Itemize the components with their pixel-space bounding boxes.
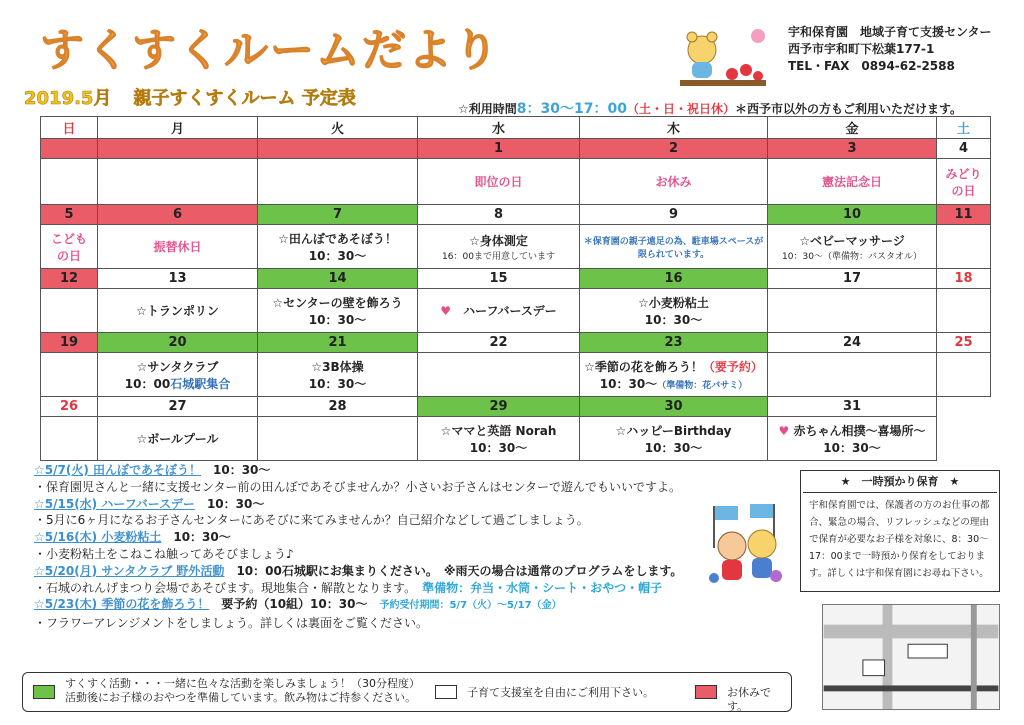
note-heading: ☆5/7(火) 田んぼであそぼう！ xyxy=(34,463,201,477)
date-cell: 12 xyxy=(41,269,98,289)
date-cell: 22 xyxy=(418,333,580,353)
event-time: 10：00 xyxy=(124,376,171,391)
note-value: 10：30～ xyxy=(161,530,231,545)
hours-closed-days: （土・日・祝日休） xyxy=(626,102,735,116)
week5-events xyxy=(41,417,991,461)
date-cell: 11 xyxy=(937,205,991,225)
date-cell: 19 xyxy=(41,333,98,353)
date-cell: 26 xyxy=(41,397,98,417)
note-item xyxy=(34,496,774,513)
event-title: ☆トランポリン xyxy=(136,304,219,318)
kids-flags-icon xyxy=(706,502,786,588)
event-cell xyxy=(937,289,991,333)
event-title: ☆小麦粉粘土 xyxy=(638,295,709,310)
date-cell: 29 xyxy=(418,397,580,417)
event-cell xyxy=(580,353,768,397)
event-time: 10：30～ xyxy=(823,440,881,455)
event-holiday-label: こども xyxy=(50,231,87,246)
event-cell xyxy=(258,289,418,333)
bear-mascot-icon xyxy=(672,24,772,88)
date-cell: 17 xyxy=(768,269,937,289)
event-title: 赤ちゃん相撲～喜場所～ xyxy=(793,423,926,438)
event-cell xyxy=(768,353,937,397)
date-cell: 30 xyxy=(580,397,768,417)
event-cell xyxy=(937,225,991,269)
week2-events xyxy=(41,225,991,269)
box-text: 宇和保育園では、保護者の方のお仕事の都合、緊急の場合、リフレッシュなどの理由で保育が必要なお子様を対象に、8：30～17：00まで一時預かり保育をしております。詳しくは宇和保育園にお尋ね下さい。 xyxy=(809,500,990,579)
hours-note: ＊西予市以外の方もご利用いただけます。 xyxy=(734,102,963,116)
event-cell xyxy=(768,417,937,461)
week1-dates xyxy=(41,139,991,159)
event-cell xyxy=(41,159,98,205)
date-cell xyxy=(98,139,258,159)
hours-label: ☆利用時間 xyxy=(458,102,517,116)
weekday-fri: 金 xyxy=(768,117,937,139)
date-cell: 6 xyxy=(98,205,258,225)
note-desc: ・小麦粉粘土をこねこね触ってあそびましょう♪ xyxy=(34,546,294,561)
week1-events xyxy=(41,159,991,205)
legend-green-swatch xyxy=(33,685,55,699)
note-desc: ・5月に6ヶ月になるお子さんセンターにあそびに来てみませんか？自己紹介などして過ごしましょう。 xyxy=(34,513,589,528)
event-title: ☆身体測定 xyxy=(469,233,528,248)
event-cell xyxy=(258,159,418,205)
week4-events xyxy=(41,353,991,397)
heart-icon: ♥ xyxy=(778,423,790,438)
page-title: すくすくルームだより xyxy=(40,25,500,76)
event-cell xyxy=(258,417,418,461)
event-title: ☆田んぼであそぼう！ xyxy=(278,231,397,246)
event-title: ☆サンタクラブ xyxy=(136,359,219,374)
date-cell: 20 xyxy=(98,333,258,353)
event-title: ☆ママと英語 Norah xyxy=(440,423,557,438)
event-title: ☆ボールプール xyxy=(136,432,219,446)
note-heading: ☆5/20(月) サンタクラブ 野外活動 xyxy=(34,563,225,578)
event-cell xyxy=(768,225,937,269)
note-value: 10：00石城駅にお集まりください。 ※雨天の場合は通常のプログラムをします。 xyxy=(224,563,683,578)
legend-red-swatch xyxy=(695,685,717,699)
event-cell xyxy=(98,225,258,269)
date-cell: 2 xyxy=(580,139,768,159)
event-time: 10：30～ xyxy=(469,440,528,455)
legend-open-text: 子育て支援室を自由にご利用下さい。 xyxy=(467,686,654,699)
date-cell: 18 xyxy=(937,269,991,289)
date-cell xyxy=(258,139,418,159)
org-address: 西予市宇和町下松葉177-1 xyxy=(788,42,935,56)
date-cell: 27 xyxy=(98,397,258,417)
opening-hours xyxy=(458,98,962,118)
legend-activity-text: すくすく活動・・・一緒に色々な活動を楽しみましょう！（30分程度） xyxy=(65,677,420,690)
note-period: 予約受付期間：5/7（火）～5/17（金） xyxy=(379,600,562,612)
note-item xyxy=(34,596,774,615)
event-time: 10：30～ xyxy=(308,312,367,327)
date-cell: 7 xyxy=(258,205,418,225)
event-title: ☆3B体操 xyxy=(311,359,364,374)
legend xyxy=(22,672,792,712)
date-cell xyxy=(41,139,98,159)
event-time: 10：30～ xyxy=(644,440,703,455)
date-cell: 8 xyxy=(418,205,580,225)
event-cell xyxy=(41,289,98,333)
box-title: ★ 一時預かり保育 ★ xyxy=(803,473,997,493)
event-closed-label: お休み xyxy=(655,175,692,189)
event-cell xyxy=(418,225,580,269)
event-cell xyxy=(768,289,937,333)
event-cell xyxy=(98,353,258,397)
note-value: 10：30～ xyxy=(201,463,271,477)
event-cell xyxy=(937,417,991,461)
weekday-tue: 火 xyxy=(258,117,418,139)
calendar-table xyxy=(40,116,991,461)
schedule-subtitle xyxy=(24,84,356,110)
event-note: 限られています。 xyxy=(637,249,710,260)
event-cell xyxy=(418,353,580,397)
event-cell xyxy=(41,353,98,397)
event-time: 10：30～（準備物：バスタオル） xyxy=(782,251,922,262)
event-time: 10：30～ xyxy=(644,312,703,327)
heart-icon: ♥ xyxy=(440,304,452,318)
event-cell xyxy=(258,353,418,397)
date-cell xyxy=(937,397,991,417)
note-heading: ☆5/16(木) 小麦粉粘土 xyxy=(34,530,162,545)
date-cell: 15 xyxy=(418,269,580,289)
weekday-mon: 月 xyxy=(98,117,258,139)
week5-dates xyxy=(41,397,991,417)
event-holiday-label: の日 xyxy=(56,248,81,263)
organization-info xyxy=(788,24,992,75)
note-extra: 準備物：弁当・水筒・シート・おやつ・帽子 xyxy=(422,580,663,595)
event-time: 10：30～ xyxy=(308,248,367,263)
date-cell: 25 xyxy=(937,333,991,353)
week4-dates xyxy=(41,333,991,353)
date-cell: 16 xyxy=(580,269,768,289)
note-value: 10：30～ xyxy=(194,496,265,511)
date-cell: 1 xyxy=(418,139,580,159)
legend-activity xyxy=(65,677,420,705)
event-note: ＊保育園の親子遠足の為、駐車場スペースが xyxy=(583,236,764,247)
date-cell: 5 xyxy=(41,205,98,225)
event-holiday-label: 即位の日 xyxy=(474,175,523,189)
weekday-header xyxy=(41,117,991,139)
date-cell: 10 xyxy=(768,205,937,225)
event-title: ☆季節の花を飾ろう！ xyxy=(584,359,703,374)
event-cell xyxy=(41,417,98,461)
subtitle-text: 親子すくすくルーム 予定表 xyxy=(133,88,356,109)
legend-closed-text: お休みです。 xyxy=(727,686,771,713)
event-cell xyxy=(580,159,768,205)
event-cell xyxy=(768,159,937,205)
event-title: ☆センターの壁を飾ろう xyxy=(272,295,403,310)
weekday-thu: 木 xyxy=(580,117,768,139)
location-map xyxy=(822,604,1000,710)
event-cell xyxy=(580,289,768,333)
note-item xyxy=(34,462,774,479)
event-holiday-label: 振替休日 xyxy=(153,240,202,254)
weekday-wed: 水 xyxy=(418,117,580,139)
weekday-sun: 日 xyxy=(41,117,98,139)
event-cell xyxy=(41,225,98,269)
date-cell: 21 xyxy=(258,333,418,353)
org-phone: TEL・FAX 0894-62-2588 xyxy=(788,59,955,73)
date-cell: 14 xyxy=(258,269,418,289)
date-cell: 4 xyxy=(937,139,991,159)
event-cell xyxy=(580,225,768,269)
week3-events xyxy=(41,289,991,333)
event-notes xyxy=(34,462,774,632)
event-holiday-label: の日 xyxy=(951,183,976,198)
note-desc: ・石城のれんげまつり会場であそびます。現地集合・解散となります。 xyxy=(34,580,411,595)
date-cell: 9 xyxy=(580,205,768,225)
note-heading: ☆5/15(水) ハーフバースデー xyxy=(34,496,195,511)
event-time: 10：30～ xyxy=(599,376,658,391)
note-value: 要予約（10組）10：30～ xyxy=(209,597,368,612)
date-cell: 3 xyxy=(768,139,937,159)
hours-time: 8：30～17：00 xyxy=(516,101,627,117)
date-cell: 24 xyxy=(768,333,937,353)
org-name: 宇和保育園 地域子育て支援センター xyxy=(788,25,992,39)
event-cell xyxy=(98,289,258,333)
week2-dates xyxy=(41,205,991,225)
event-holiday-label: みどり xyxy=(945,166,982,181)
note-heading: ☆5/23(木) 季節の花を飾ろう！ xyxy=(34,597,210,612)
event-title: ☆ハッピーBirthday xyxy=(615,423,732,438)
event-title: ハーフバースデー xyxy=(463,304,557,318)
event-holiday-label: 憲法記念日 xyxy=(821,175,882,189)
legend-activity-text: 活動後にお子様のおやつを準備しています。飲み物はご持参ください。 xyxy=(65,691,417,704)
note-item xyxy=(34,580,774,597)
note-item xyxy=(34,563,774,580)
event-cell xyxy=(98,159,258,205)
legend-white-swatch xyxy=(435,685,457,699)
event-cell xyxy=(418,289,580,333)
note-desc: ・保育園児さんと一緒に支援センター前の田んぼであそびませんか？小さいお子さんはセンターで遊んでもいいですよ。 xyxy=(34,479,682,494)
event-cell xyxy=(937,353,991,397)
event-cell xyxy=(98,417,258,461)
event-note: 16：00まで用意しています xyxy=(442,251,555,262)
event-note: 石城駅集合 xyxy=(170,376,231,391)
date-cell: 28 xyxy=(258,397,418,417)
event-cell xyxy=(418,417,580,461)
event-cell xyxy=(580,417,768,461)
subtitle-date: 2019.5月 xyxy=(24,88,112,109)
event-cell xyxy=(937,159,991,205)
weekday-sat: 土 xyxy=(937,117,991,139)
event-cell xyxy=(258,225,418,269)
event-note: （要予約） xyxy=(702,359,763,374)
event-note: （準備物：花バサミ） xyxy=(657,380,748,391)
date-cell: 23 xyxy=(580,333,768,353)
note-item xyxy=(34,529,774,546)
date-cell: 31 xyxy=(768,397,937,417)
event-time: 10：30～ xyxy=(308,376,367,391)
event-cell xyxy=(418,159,580,205)
temporary-childcare-box xyxy=(800,470,1000,592)
week3-dates xyxy=(41,269,991,289)
note-desc: ・フラワーアレンジメントをしましょう。詳しくは裏面をご覧ください。 xyxy=(34,616,428,631)
event-title: ☆ベビーマッサージ xyxy=(799,233,905,248)
date-cell: 13 xyxy=(98,269,258,289)
